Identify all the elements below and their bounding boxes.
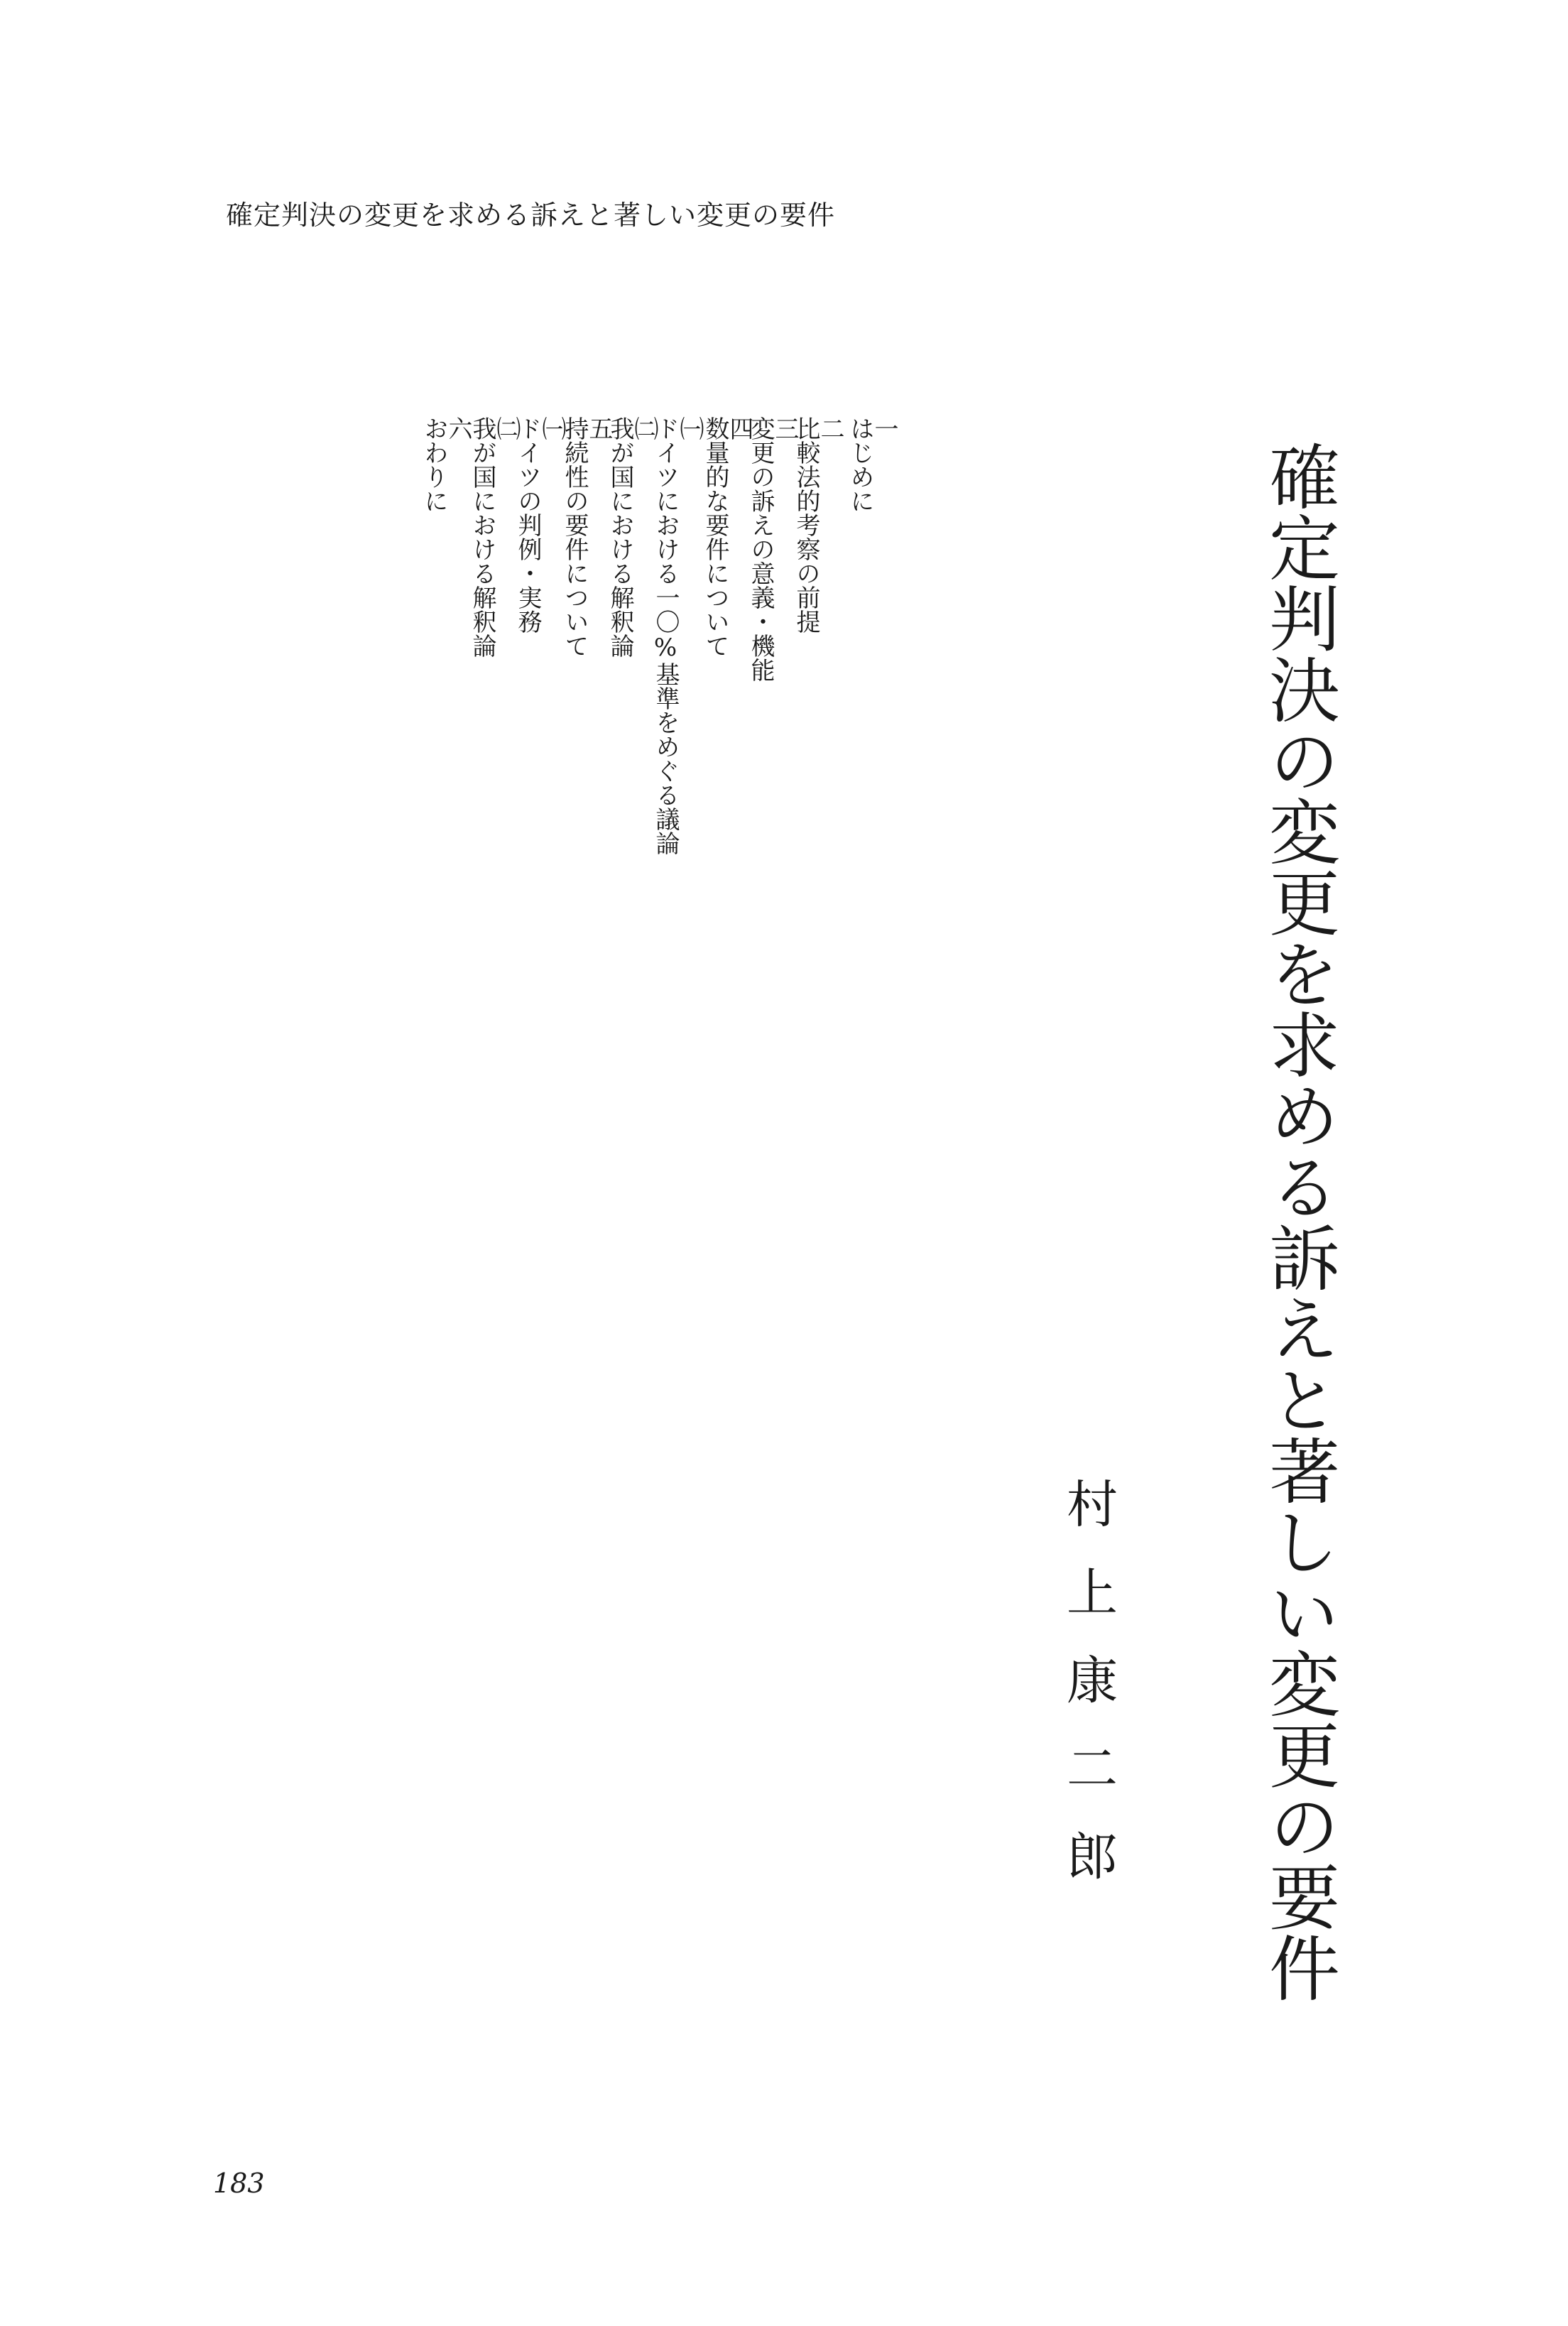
toc-subitem bbox=[513, 416, 566, 634]
toc-item-label: はじめに bbox=[846, 416, 874, 513]
toc-item-label: 数量的な要件について bbox=[701, 416, 729, 658]
toc-subitem bbox=[651, 416, 704, 855]
running-header: 確定判決の変更を求める訴えと著しい変更の要件 bbox=[226, 200, 836, 231]
toc-item bbox=[792, 416, 844, 634]
toc-item-label: 我が国における解釈論 bbox=[606, 416, 634, 658]
toc-item-number: 二 bbox=[816, 416, 844, 440]
toc-item-number: ㈡ bbox=[630, 416, 658, 440]
toc-item-label: 持続性の要件について bbox=[560, 416, 589, 658]
toc-item bbox=[846, 416, 898, 513]
toc-item-label: おわりに bbox=[420, 416, 448, 513]
toc-item-number: 六 bbox=[444, 416, 472, 440]
toc-item-number: ㈠ bbox=[538, 416, 566, 440]
toc-item-number: ㈡ bbox=[492, 416, 521, 440]
toc-item-label: 我が国における解釈論 bbox=[468, 416, 496, 658]
toc-item-label: ドイツにおける一〇%基準をめぐる議論 bbox=[651, 416, 680, 855]
toc-item-number: 三 bbox=[771, 416, 799, 440]
toc-item bbox=[746, 416, 799, 682]
toc-item bbox=[420, 416, 472, 513]
toc-item-number: ㈠ bbox=[675, 416, 704, 440]
author-name: 村上康二郎 bbox=[1058, 1477, 1118, 1918]
toc-item bbox=[701, 416, 753, 658]
page-number: 183 bbox=[213, 2168, 265, 2199]
toc-item-label: 変更の訴えの意義・機能 bbox=[746, 416, 775, 682]
toc-subitem bbox=[606, 416, 658, 658]
toc-item-label: 比較法的考察の前提 bbox=[792, 416, 820, 634]
toc-item bbox=[560, 416, 613, 658]
toc-item-number: 一 bbox=[870, 416, 898, 440]
article-title: 確定判決の変更を求める訴えと著しい変更の要件 bbox=[1257, 440, 1340, 2003]
toc-item-label: ドイツの判例・実務 bbox=[513, 416, 542, 634]
toc-subitem bbox=[468, 416, 521, 658]
toc-item-number: 五 bbox=[584, 416, 613, 440]
toc-item-number: 四 bbox=[725, 416, 753, 440]
